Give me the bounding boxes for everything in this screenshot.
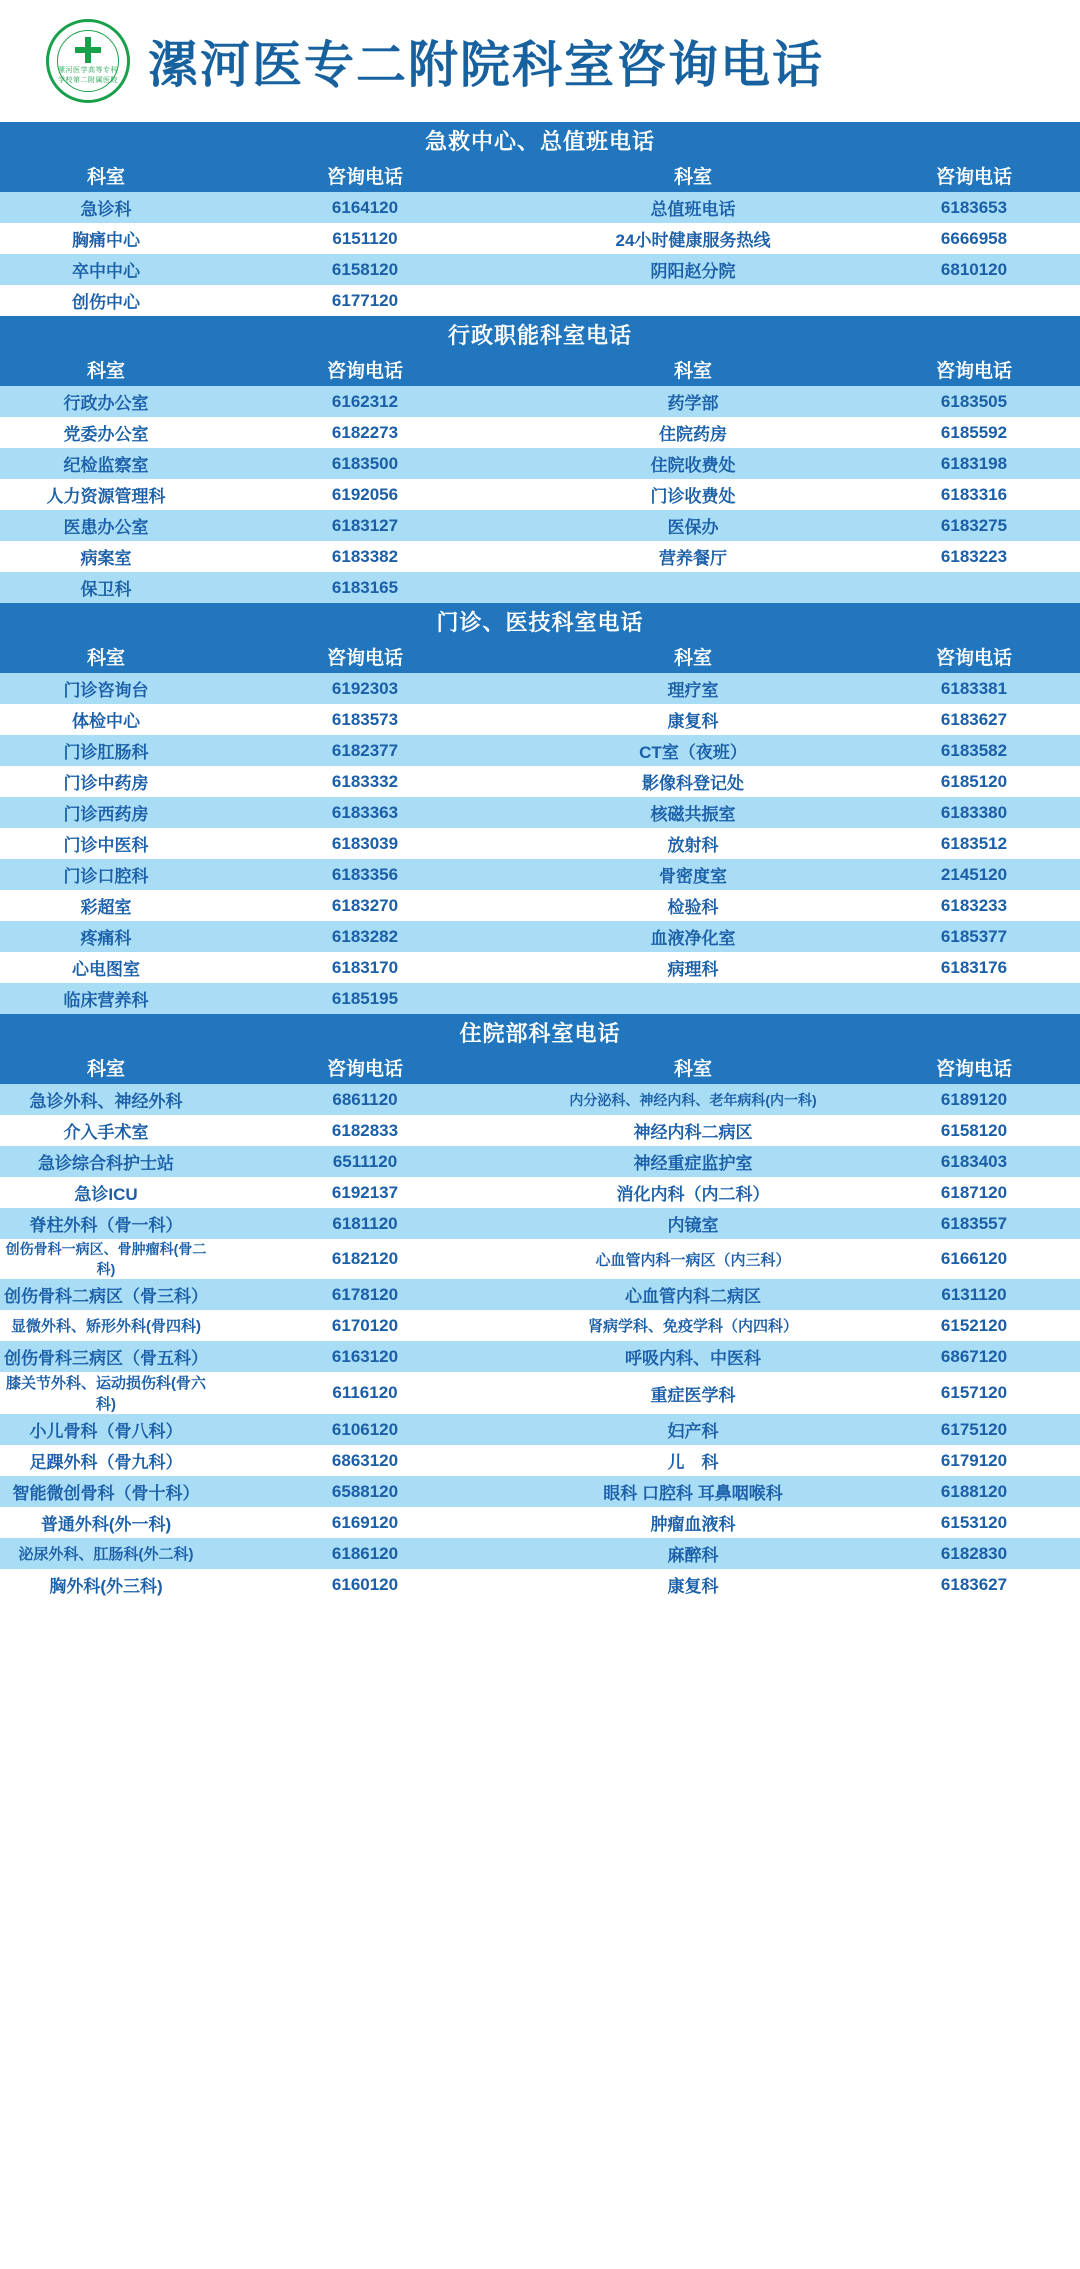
- department-name: 24小时健康服务热线: [518, 223, 868, 254]
- table-row: [0, 223, 1080, 254]
- phone-number: 6183316: [868, 479, 1080, 510]
- section-header-row: [0, 1014, 1080, 1050]
- table-row: [0, 1538, 1080, 1569]
- department-name: 总值班电话: [518, 192, 868, 223]
- department-name: 心血管内科二病区: [518, 1279, 868, 1310]
- phone-number: 6861120: [212, 1084, 518, 1115]
- phone-number: 6183233: [868, 890, 1080, 921]
- directory-table: [0, 122, 1080, 1600]
- phone-number: 6178120: [212, 1279, 518, 1310]
- column-header: 咨询电话: [868, 352, 1080, 386]
- department-name: 住院收费处: [518, 448, 868, 479]
- phone-number: 6183170: [212, 952, 518, 983]
- phone-number: 6158120: [868, 1115, 1080, 1146]
- table-row: [0, 1341, 1080, 1372]
- department-name: 检验科: [518, 890, 868, 921]
- phone-number: 6183176: [868, 952, 1080, 983]
- department-name: 泌尿外科、肛肠科(外二科): [0, 1538, 212, 1569]
- department-name: 急诊外科、神经外科: [0, 1084, 212, 1115]
- department-name: CT室（夜班）: [518, 735, 868, 766]
- department-name: 神经重症监护室: [518, 1146, 868, 1177]
- column-header: 科室: [0, 639, 212, 673]
- phone-number: 6170120: [212, 1310, 518, 1341]
- department-name: 肾病学科、免疫学科（内四科）: [518, 1310, 868, 1341]
- department-name: 创伤中心: [0, 285, 212, 316]
- column-header: 咨询电话: [212, 1050, 518, 1084]
- table-row: [0, 952, 1080, 983]
- table-row: [0, 1310, 1080, 1341]
- logo-inner-ring: [57, 30, 119, 92]
- department-name: 理疗室: [518, 673, 868, 704]
- department-name: 住院药房: [518, 417, 868, 448]
- table-row: [0, 859, 1080, 890]
- page-title: 漯河医专二附院科室咨询电话: [148, 35, 824, 94]
- phone-number: 6183512: [868, 828, 1080, 859]
- department-name: 病理科: [518, 952, 868, 983]
- table-row: [0, 254, 1080, 285]
- department-name: 门诊收费处: [518, 479, 868, 510]
- table-row: [0, 479, 1080, 510]
- department-name: 神经内科二病区: [518, 1115, 868, 1146]
- department-name: 显微外科、矫形外科(骨四科): [0, 1310, 212, 1341]
- table-row: [0, 828, 1080, 859]
- department-name: 门诊口腔科: [0, 859, 212, 890]
- column-header: 咨询电话: [868, 158, 1080, 192]
- phone-number: 6183363: [212, 797, 518, 828]
- phone-number: 6182833: [212, 1115, 518, 1146]
- column-header-row: [0, 352, 1080, 386]
- phone-number: 6182830: [868, 1538, 1080, 1569]
- column-header-row: [0, 158, 1080, 192]
- phone-number: 6183356: [212, 859, 518, 890]
- logo-caption: 漯河医学高等专科学校第二附属医院: [58, 67, 118, 84]
- column-header: 咨询电话: [868, 639, 1080, 673]
- phone-number: 6183627: [868, 704, 1080, 735]
- phone-number: 6183381: [868, 673, 1080, 704]
- department-name: 消化内科（内二科）: [518, 1177, 868, 1208]
- column-header: 科室: [518, 639, 868, 673]
- phone-number: 6131120: [868, 1279, 1080, 1310]
- phone-number: 6164120: [212, 192, 518, 223]
- phone-number: 6185592: [868, 417, 1080, 448]
- phone-number: 6106120: [212, 1414, 518, 1445]
- phone-number: 6152120: [868, 1310, 1080, 1341]
- table-row: [0, 921, 1080, 952]
- table-row: [0, 1372, 1080, 1414]
- department-name: 妇产科: [518, 1414, 868, 1445]
- phone-number: 6183275: [868, 510, 1080, 541]
- phone-number: 6166120: [868, 1239, 1080, 1279]
- table-row: [0, 735, 1080, 766]
- phone-number: 6183198: [868, 448, 1080, 479]
- department-name: 纪检监察室: [0, 448, 212, 479]
- department-name: 康复科: [518, 704, 868, 735]
- department-name: 重症医学科: [518, 1372, 868, 1414]
- section-title: 急救中心、总值班电话: [0, 122, 1080, 158]
- department-name: 麻醉科: [518, 1538, 868, 1569]
- phone-number: 6182377: [212, 735, 518, 766]
- department-name: 门诊咨询台: [0, 673, 212, 704]
- phone-number: 6183165: [212, 572, 518, 603]
- phone-number: 6183332: [212, 766, 518, 797]
- department-name: 影像科登记处: [518, 766, 868, 797]
- phone-number: 2145120: [868, 859, 1080, 890]
- department-name: 急诊科: [0, 192, 212, 223]
- table-row: [0, 572, 1080, 603]
- phone-number: 6666958: [868, 223, 1080, 254]
- column-header: 咨询电话: [212, 639, 518, 673]
- medical-cross-icon: [75, 37, 101, 63]
- column-header: 咨询电话: [212, 158, 518, 192]
- section-title: 住院部科室电话: [0, 1014, 1080, 1050]
- phone-number: [868, 285, 1080, 316]
- phone-number: 6185120: [868, 766, 1080, 797]
- column-header: 咨询电话: [212, 352, 518, 386]
- phone-number: 6160120: [212, 1569, 518, 1600]
- department-name: 创伤骨科三病区（骨五科）: [0, 1341, 212, 1372]
- department-name: [518, 285, 868, 316]
- department-name: 肿瘤血液科: [518, 1507, 868, 1538]
- phone-number: 6158120: [212, 254, 518, 285]
- phone-number: 6183270: [212, 890, 518, 921]
- section-header-row: [0, 603, 1080, 639]
- department-name: 放射科: [518, 828, 868, 859]
- phone-number: 6151120: [212, 223, 518, 254]
- department-name: 体检中心: [0, 704, 212, 735]
- phone-number: 6183627: [868, 1569, 1080, 1600]
- phone-number: 6157120: [868, 1372, 1080, 1414]
- column-header-row: [0, 639, 1080, 673]
- department-name: 急诊ICU: [0, 1177, 212, 1208]
- table-row: [0, 285, 1080, 316]
- department-name: 门诊肛肠科: [0, 735, 212, 766]
- phone-number: 6183582: [868, 735, 1080, 766]
- department-name: 人力资源管理科: [0, 479, 212, 510]
- page-header: [0, 0, 1080, 122]
- phone-number: 6182273: [212, 417, 518, 448]
- department-name: 小儿骨科（骨八科）: [0, 1414, 212, 1445]
- column-header-row: [0, 1050, 1080, 1084]
- phone-number: 6183127: [212, 510, 518, 541]
- phone-number: 6183039: [212, 828, 518, 859]
- table-row: [0, 1177, 1080, 1208]
- table-row: [0, 1115, 1080, 1146]
- department-name: 心血管内科一病区（内三科）: [518, 1239, 868, 1279]
- table-row: [0, 1507, 1080, 1538]
- table-row: [0, 541, 1080, 572]
- department-name: 创伤骨科二病区（骨三科）: [0, 1279, 212, 1310]
- department-name: 智能微创骨科（骨十科）: [0, 1476, 212, 1507]
- phone-number: 6182120: [212, 1239, 518, 1279]
- table-row: [0, 510, 1080, 541]
- department-name: 核磁共振室: [518, 797, 868, 828]
- department-name: 创伤骨科一病区、骨肿瘤科(骨二科): [0, 1239, 212, 1279]
- column-header: 科室: [0, 158, 212, 192]
- phone-number: 6181120: [212, 1208, 518, 1239]
- department-name: 脊柱外科（骨一科）: [0, 1208, 212, 1239]
- phone-number: 6183505: [868, 386, 1080, 417]
- table-row: [0, 192, 1080, 223]
- phone-number: 6183382: [212, 541, 518, 572]
- department-name: 膝关节外科、运动损伤科(骨六科): [0, 1372, 212, 1414]
- department-name: 行政办公室: [0, 386, 212, 417]
- section-header-row: [0, 122, 1080, 158]
- department-name: 介入手术室: [0, 1115, 212, 1146]
- table-row: [0, 704, 1080, 735]
- department-name: 卒中中心: [0, 254, 212, 285]
- phone-number: 6192056: [212, 479, 518, 510]
- phone-number: 6187120: [868, 1177, 1080, 1208]
- phone-number: 6153120: [868, 1507, 1080, 1538]
- phone-number: 6185195: [212, 983, 518, 1014]
- phone-number: 6177120: [212, 285, 518, 316]
- table-row: [0, 890, 1080, 921]
- phone-number: 6192303: [212, 673, 518, 704]
- department-name: 药学部: [518, 386, 868, 417]
- department-name: 胸痛中心: [0, 223, 212, 254]
- phone-number: 6175120: [868, 1414, 1080, 1445]
- phone-number: 6183380: [868, 797, 1080, 828]
- phone-number: 6183403: [868, 1146, 1080, 1177]
- section-title: 行政职能科室电话: [0, 316, 1080, 352]
- phone-number: 6186120: [212, 1538, 518, 1569]
- department-name: 骨密度室: [518, 859, 868, 890]
- table-row: [0, 448, 1080, 479]
- column-header: 科室: [518, 1050, 868, 1084]
- phone-number: 6588120: [212, 1476, 518, 1507]
- table-row: [0, 1084, 1080, 1115]
- table-row: [0, 1279, 1080, 1310]
- phone-number: 6169120: [212, 1507, 518, 1538]
- department-name: 彩超室: [0, 890, 212, 921]
- phone-number: 6116120: [212, 1372, 518, 1414]
- department-name: 病案室: [0, 541, 212, 572]
- table-row: [0, 1569, 1080, 1600]
- department-name: 普通外科(外一科): [0, 1507, 212, 1538]
- phone-number: 6511120: [212, 1146, 518, 1177]
- table-row: [0, 1239, 1080, 1279]
- section-title: 门诊、医技科室电话: [0, 603, 1080, 639]
- table-row: [0, 673, 1080, 704]
- phone-number: 6162312: [212, 386, 518, 417]
- table-row: [0, 1146, 1080, 1177]
- section-header-row: [0, 316, 1080, 352]
- department-name: 儿 科: [518, 1445, 868, 1476]
- department-name: 康复科: [518, 1569, 868, 1600]
- department-name: 阴阳赵分院: [518, 254, 868, 285]
- phone-number: [868, 572, 1080, 603]
- department-name: [518, 983, 868, 1014]
- phone-number: 6183282: [212, 921, 518, 952]
- phone-number: 6183223: [868, 541, 1080, 572]
- department-name: 门诊中医科: [0, 828, 212, 859]
- column-header: 科室: [518, 158, 868, 192]
- table-row: [0, 766, 1080, 797]
- department-name: 党委办公室: [0, 417, 212, 448]
- table-row: [0, 1208, 1080, 1239]
- column-header: 科室: [518, 352, 868, 386]
- department-name: 临床营养科: [0, 983, 212, 1014]
- department-name: [518, 572, 868, 603]
- department-name: 血液净化室: [518, 921, 868, 952]
- phone-number: 6163120: [212, 1341, 518, 1372]
- table-row: [0, 797, 1080, 828]
- phone-number: [868, 983, 1080, 1014]
- department-name: 急诊综合科护士站: [0, 1146, 212, 1177]
- column-header: 咨询电话: [868, 1050, 1080, 1084]
- department-name: 胸外科(外三科): [0, 1569, 212, 1600]
- department-name: 门诊中药房: [0, 766, 212, 797]
- phone-number: 6183573: [212, 704, 518, 735]
- hospital-logo-icon: [46, 19, 130, 103]
- phone-number: 6183557: [868, 1208, 1080, 1239]
- phone-number: 6179120: [868, 1445, 1080, 1476]
- phone-number: 6867120: [868, 1341, 1080, 1372]
- phone-number: 6863120: [212, 1445, 518, 1476]
- column-header: 科室: [0, 352, 212, 386]
- department-name: 保卫科: [0, 572, 212, 603]
- department-name: 门诊西药房: [0, 797, 212, 828]
- column-header: 科室: [0, 1050, 212, 1084]
- department-name: 疼痛科: [0, 921, 212, 952]
- table-row: [0, 983, 1080, 1014]
- department-name: 足踝外科（骨九科）: [0, 1445, 212, 1476]
- table-row: [0, 1414, 1080, 1445]
- phone-number: 6810120: [868, 254, 1080, 285]
- phone-number: 6183653: [868, 192, 1080, 223]
- table-row: [0, 1445, 1080, 1476]
- table-row: [0, 386, 1080, 417]
- table-row: [0, 417, 1080, 448]
- department-name: 心电图室: [0, 952, 212, 983]
- department-name: 眼科 口腔科 耳鼻咽喉科: [518, 1476, 868, 1507]
- department-name: 营养餐厅: [518, 541, 868, 572]
- phone-number: 6183500: [212, 448, 518, 479]
- department-name: 医患办公室: [0, 510, 212, 541]
- department-name: 呼吸内科、中医科: [518, 1341, 868, 1372]
- phone-number: 6185377: [868, 921, 1080, 952]
- phone-number: 6189120: [868, 1084, 1080, 1115]
- table-row: [0, 1476, 1080, 1507]
- phone-number: 6192137: [212, 1177, 518, 1208]
- department-name: 内分泌科、神经内科、老年病科(内一科): [518, 1084, 868, 1115]
- phone-number: 6188120: [868, 1476, 1080, 1507]
- department-name: 医保办: [518, 510, 868, 541]
- department-name: 内镜室: [518, 1208, 868, 1239]
